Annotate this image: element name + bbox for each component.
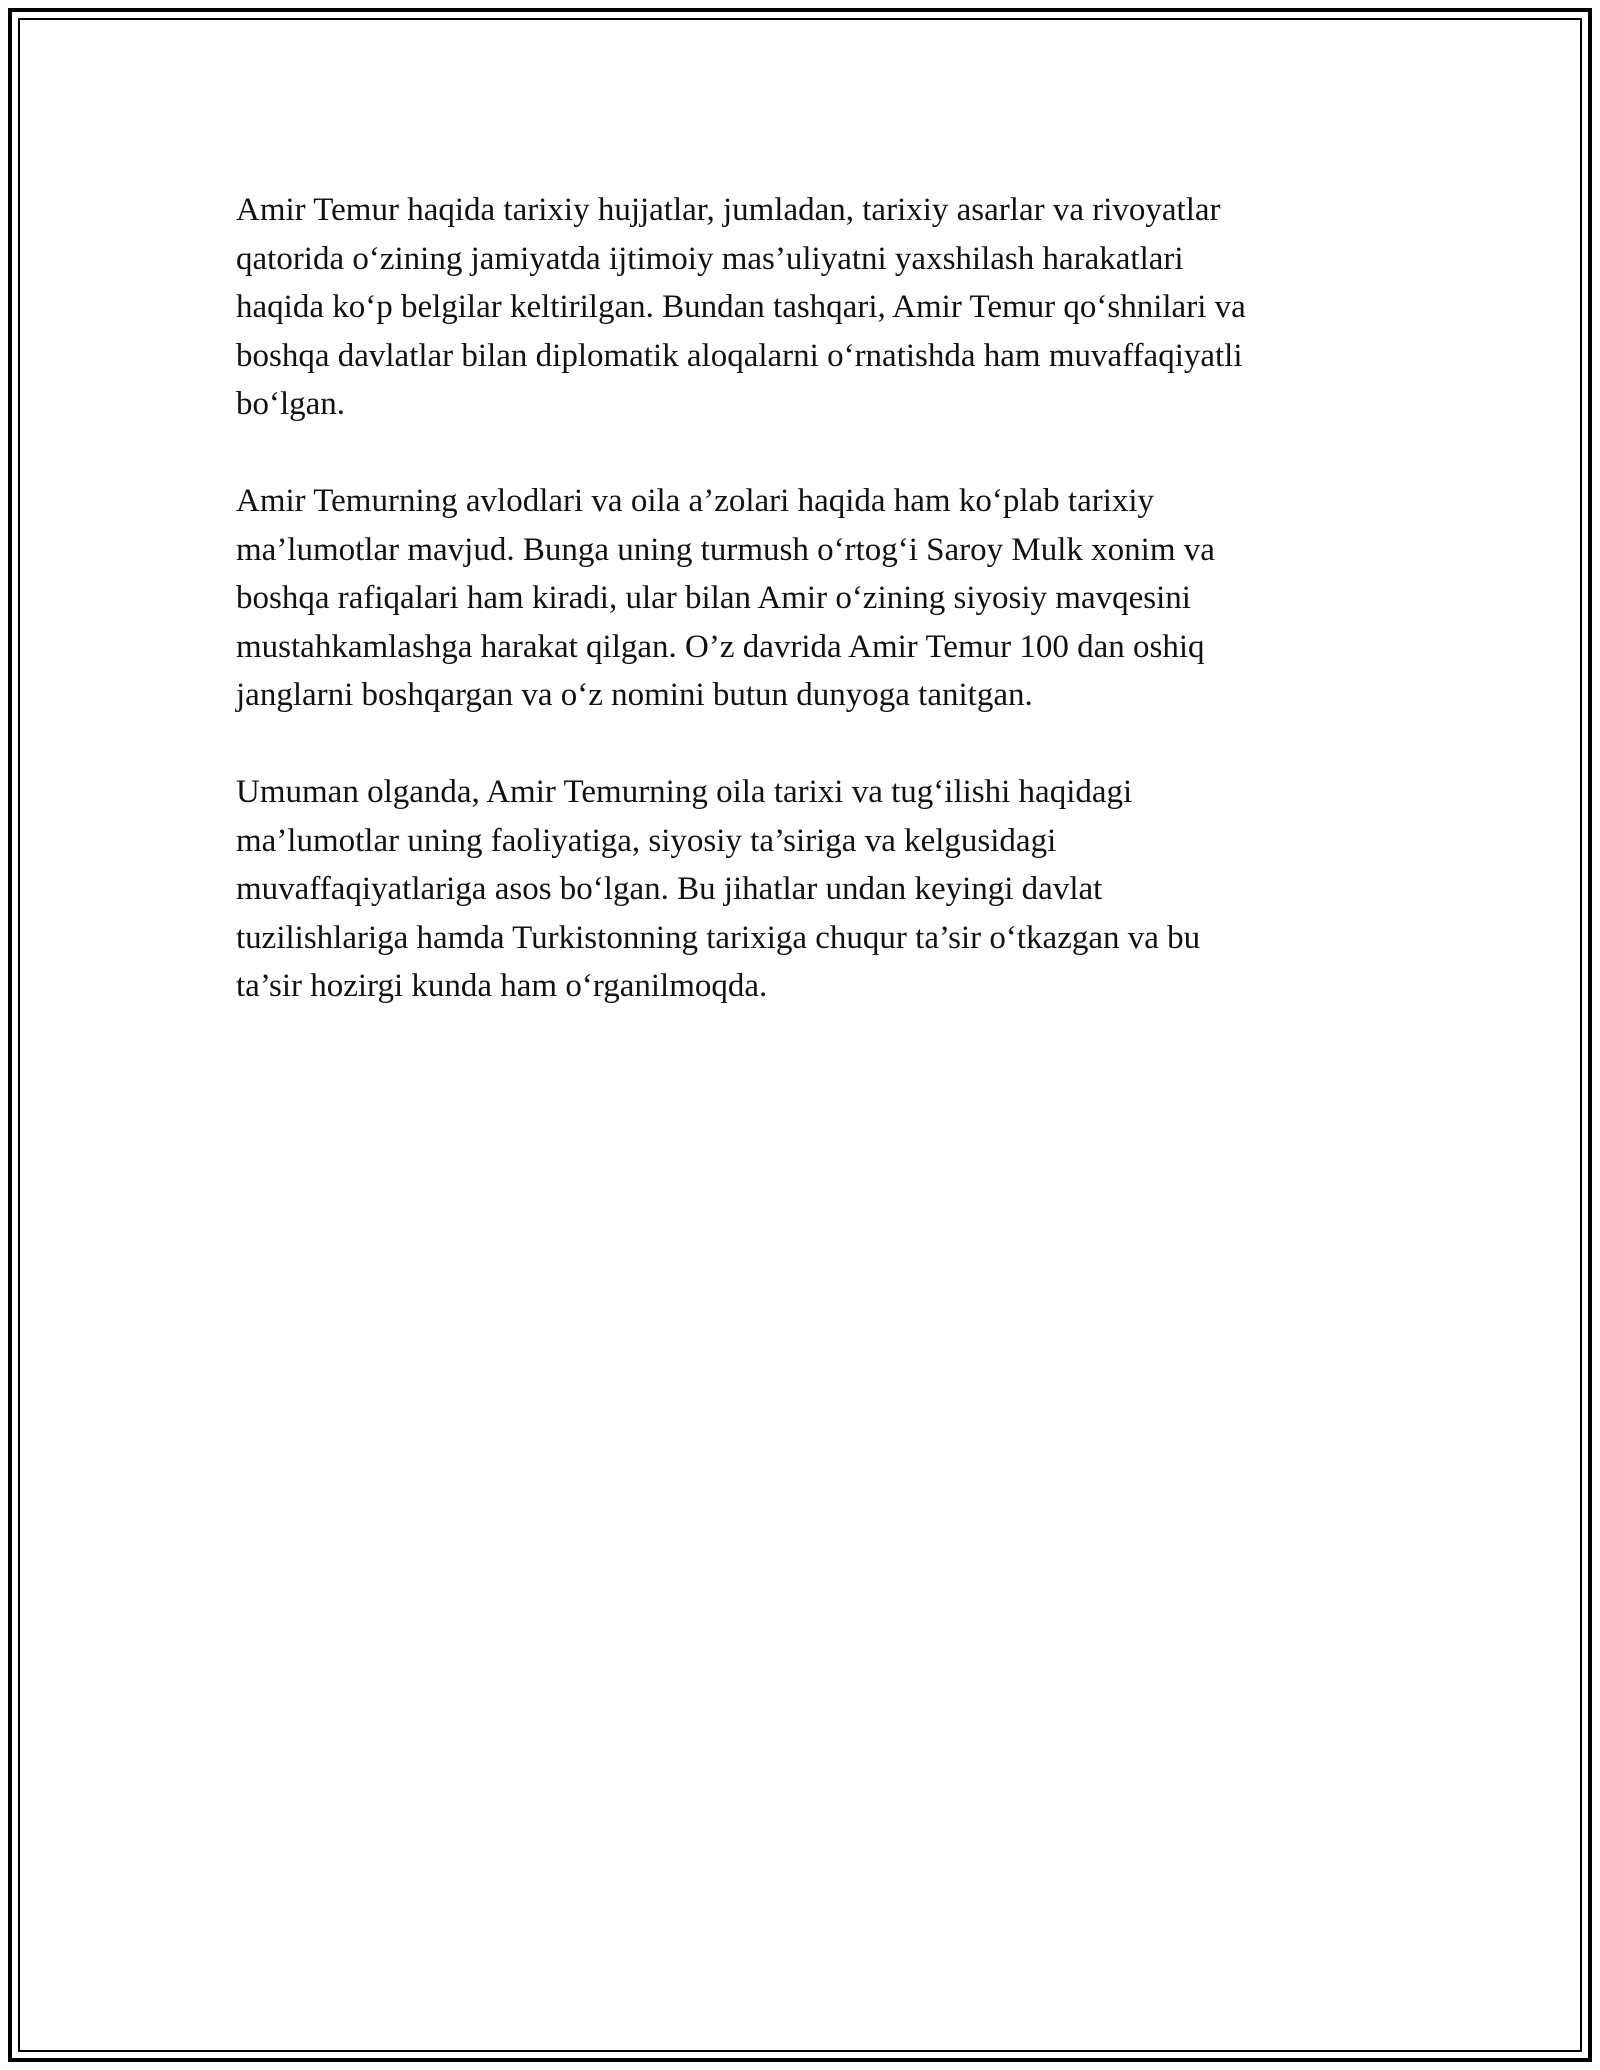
paragraph-line: ma’lumotlar mavjud. Bunga uning turmush o‘rtog‘i Saroy Mulk xonim va [236,531,1215,568]
paragraph-line: tuzilishlariga hamda Turkistonning tarixiga chuqur ta’sir o‘tkazgan va bu [236,919,1201,956]
paragraph-line: haqida ko‘p belgilar keltirilgan. Bundan tashqari, Amir Temur qo‘shnilari va [236,289,1246,325]
paragraph-3 [236,768,1386,1011]
paragraph-line: mustahkamlashga harakat qilgan. O’z davrida Amir Temur 100 dan oshiq [236,628,1205,665]
paragraph-1 [236,186,1386,429]
paragraph-line: ta’sir hozirgi kunda ham o‘rganilmoqda. [236,968,768,1004]
paragraph-line: janglarni boshqargan va o‘z nomini butun dunyoga tanitgan. [236,677,1033,713]
paragraph-line: boshqa davlatlar bilan diplomatik aloqalarni o‘rnatishda ham muvaffaqiyatli [236,337,1243,374]
paragraph-line: Amir Temur haqida tarixiy hujjatlar, jumladan, tarixiy asarlar va rivoyatlar [236,192,1221,228]
paragraph-line: muvaffaqiyatlariga asos bo‘lgan. Bu jihatlar undan keyingi davlat [236,871,1103,907]
paragraph-line: bo‘lgan. [236,386,346,422]
document-body [236,186,1386,1059]
paragraph-line: ma’lumotlar uning faoliyatiga, siyosiy ta’siriga va kelgusidagi [236,822,1057,859]
paragraph-line: Umuman olganda, Amir Temurning oila tarixi va tug‘ilishi haqidagi [236,774,1133,810]
paragraph-line: qatorida o‘zining jamiyatda ijtimoiy mas’uliyatni yaxshilash harakatlari [236,240,1184,277]
paragraph-2 [236,477,1386,720]
paragraph-line: Amir Temurning avlodlari va oila a’zolari haqida ham ko‘plab tarixiy [236,483,1155,519]
paragraph-line: boshqa rafiqalari ham kiradi, ular bilan Amir o‘zining siyosiy mavqesini [236,580,1191,616]
